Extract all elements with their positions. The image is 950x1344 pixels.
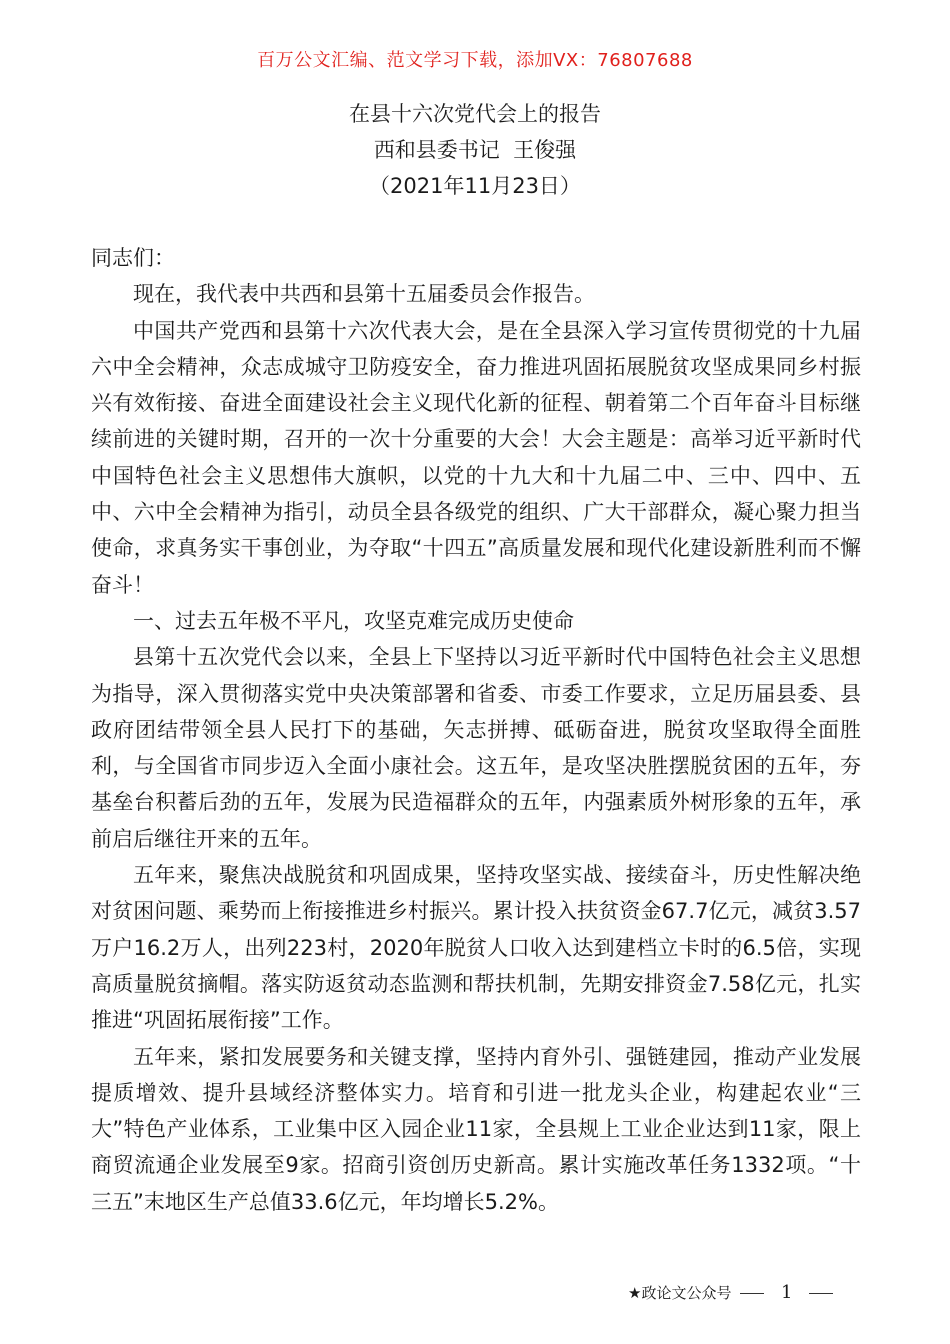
footer-dash-left — [740, 1293, 764, 1294]
report-date: （2021年11月23日） — [369, 174, 581, 198]
paragraph-theme: 中国共产党西和县第十六次代表大会，是在全县深入学习宣传贯彻党的十九届六中全会精神，众志成城守卫防疫安全，奋力推进巩固拓展脱贫攻坚成果同乡村振兴有效衔接、奋进全面建设社会主义现代化新的征程、朝着第二个百年奋斗目标继续前进的关键时期，召开的一次十分重要的大会！大会主题是：高举习近平新时代中国特色社会主义思想伟大旗帜，以党的十九大和十九届二中、三中、四中、五中、六中全会精神为指引，动员全县各级党的组织、广大干部群众，凝心聚力担当使命，求真务实干事创业，为夺取“十四五”高质量发展和现代化建设新胜利而不懈奋斗！ — [91, 318, 861, 597]
page-number: 1 — [781, 1282, 793, 1303]
promo-banner: 百万公文汇编、范文学习下载，添加VX：76807688 — [257, 50, 693, 71]
paragraph-intro: 现在，我代表中共西和县第十五届委员会作报告。 — [133, 282, 595, 307]
page-footer — [628, 1282, 837, 1303]
title-block — [0, 96, 950, 204]
section-heading-1: 一、过去五年极不平凡，攻坚克难完成历史使命 — [133, 608, 574, 633]
footer-dash-right — [809, 1293, 833, 1294]
report-author: 西和县委书记 王俊强 — [373, 138, 577, 162]
paragraph-industry: 五年来，紧扣发展要务和关键支撑，坚持内育外引、强链建园，推动产业发展提质增效、提升县域经济整体实力。培育和引进一批龙头企业，构建起农业“三大”特色产业体系，工业集中区入园企业11家，全县规上工业企业达到11家，限上商贸流通企业发展至9家。招商引资创历史新高。累计实施改革任务1332项。“十三五”末地区生产总值33.6亿元，年均增长5.2%。 — [91, 1044, 861, 1214]
paragraph-overview: 县第十五次党代会以来，全县上下坚持以习近平新时代中国特色社会主义思想为指导，深入贯彻落实党中央决策部署和省委、市委工作要求，立足历届县委、县政府团结带领全县人民打下的基础，矢志拼搏、砥砺奋进，脱贫攻坚取得全面胜利，与全国省市同步迈入全面小康社会。这五年，是攻坚决胜摆脱贫困的五年，夯基垒台积蓄后劲的五年，发展为民造福群众的五年，内强素质外树形象的五年，承前启后继往开来的五年。 — [91, 645, 861, 851]
report-body — [91, 240, 861, 1220]
footer-source: ★政论文公众号 — [628, 1284, 732, 1302]
salutation: 同志们： — [91, 246, 175, 270]
report-title: 在县十六次党代会上的报告 — [349, 102, 601, 126]
paragraph-poverty: 五年来，聚焦决战脱贫和巩固成果，坚持攻坚实战、接续奋斗，历史性解决绝对贫困问题、乘势而上衔接推进乡村振兴。累计投入扶贫资金67.7亿元，减贫3.57万户16.2万人，出列223村，2020年脱贫人口收入达到建档立卡时的6.5倍，实现高质量脱贫摘帽。落实防返贫动态监测和帮扶机制，先期安排资金7.58亿元，扎实推进“巩固拓展衔接”工作。 — [91, 863, 861, 1033]
